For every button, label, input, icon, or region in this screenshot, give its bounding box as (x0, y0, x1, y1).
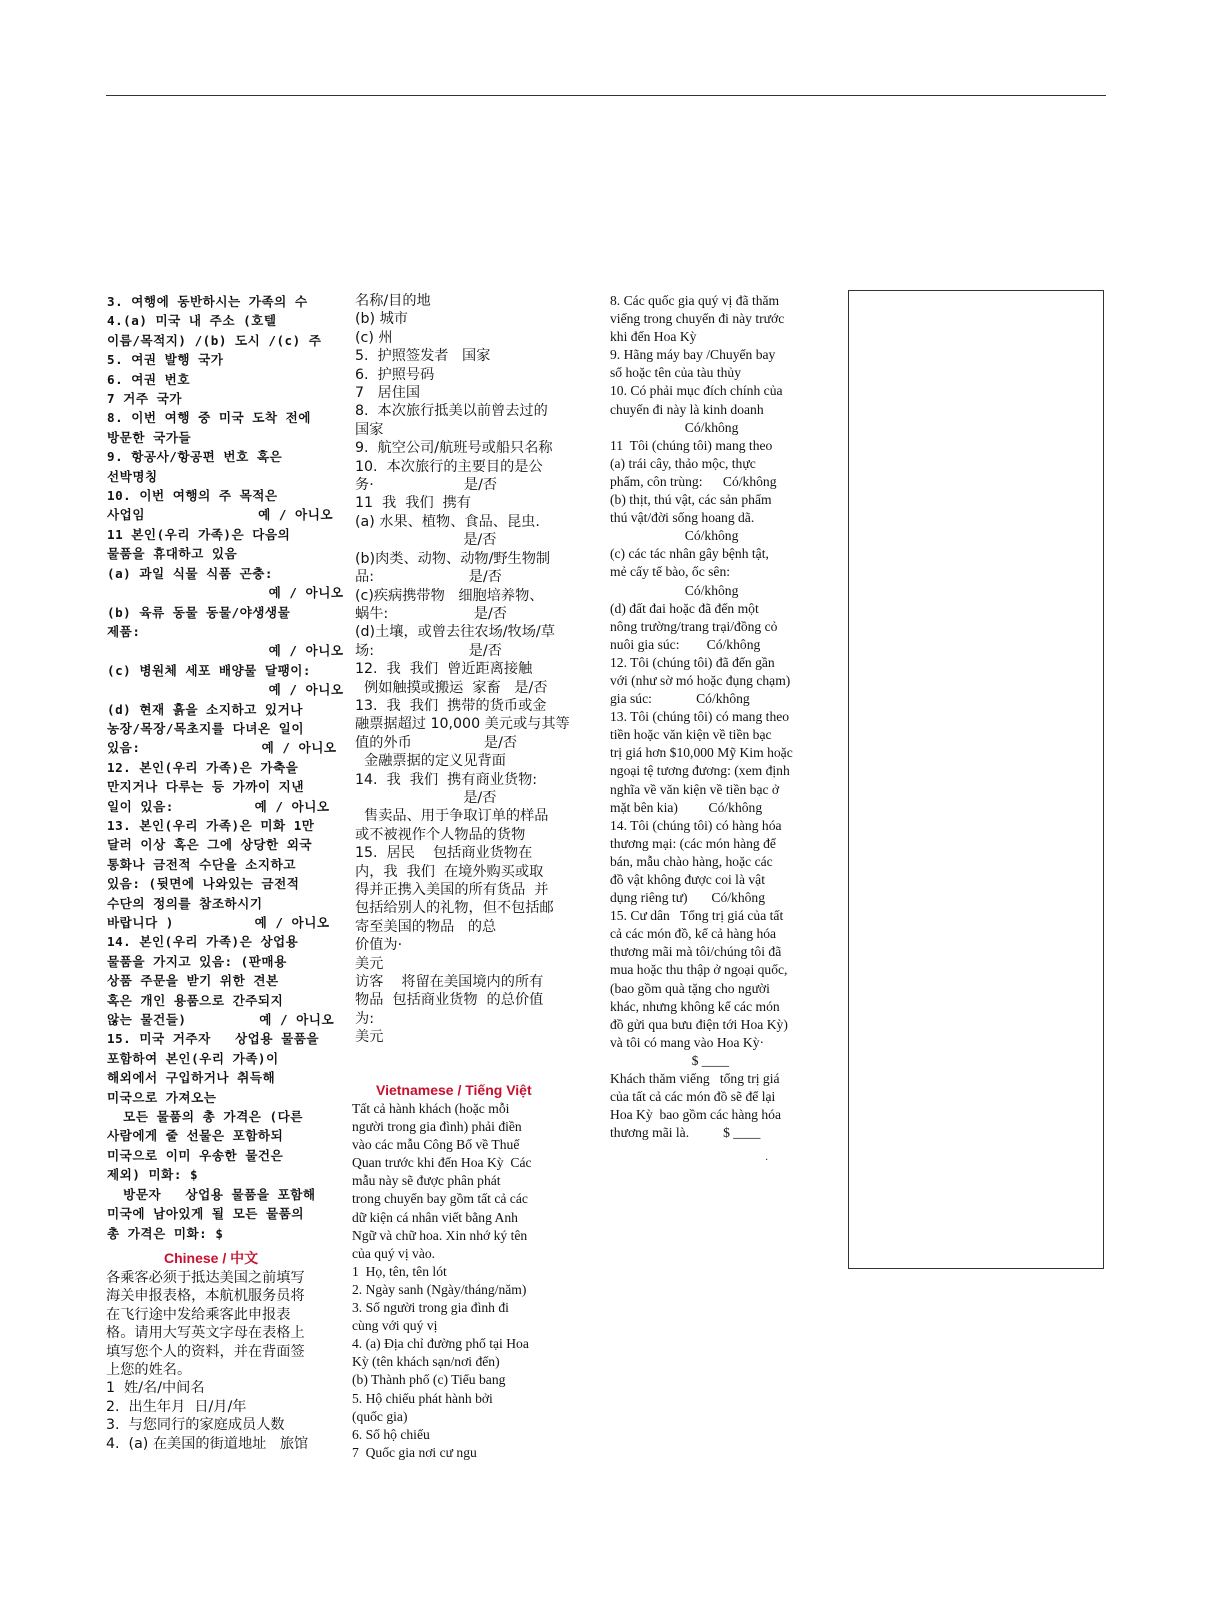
text-line: 혹은 개인 용품으로 간주되지 (107, 992, 284, 1008)
text-line: 海关申报表格，本航机服务员将 (106, 1288, 305, 1305)
text-line: 제외) 미화: $ (107, 1167, 199, 1183)
text-line: Hoa Kỳ bao gồm các hàng hóa (610, 1107, 781, 1123)
text-line: Kỳ (tên khách sạn/nơi đến) (352, 1354, 500, 1370)
text-line: 7 居住国 (355, 385, 421, 402)
text-line: Có/không (610, 419, 739, 435)
text-line: ngoại tệ tương đương: (xem định (610, 763, 790, 779)
text-line: dữ kiện cá nhân viết bằng Anh (352, 1209, 518, 1225)
text-line: gia súc: Có/không (610, 691, 750, 707)
text-line: và tôi có mang vào Hoa Kỳ· (610, 1034, 765, 1050)
text-line: 3. Số người trong gia đình đi (352, 1300, 509, 1316)
text-line: 2. 出生年月 日/月/年 (106, 1398, 247, 1415)
text-line: khi đến Hoa Kỳ (610, 329, 697, 345)
text-line: 있음: (뒷면에 나와있는 금전적 (107, 876, 300, 892)
text-line: 13. Tôi (chúng tôi) có mang theo (610, 709, 790, 725)
text-line: 4.(a) 미국 내 주소 (호텔 (107, 313, 277, 329)
text-line: 各乘客必须于抵达美国之前填写 (106, 1270, 305, 1286)
text-line: 12. 我 我们 曾近距离接触 (355, 661, 533, 678)
text-line: phẩm, côn trùng: Có/không (610, 473, 777, 489)
text-line: (a) 水果、植物、食品、昆虫. (355, 513, 540, 530)
text-line: 예 / 아니오 (107, 682, 344, 698)
text-line: 为: (355, 1010, 374, 1027)
text-line: 예 / 아니오 (107, 585, 344, 601)
text-line: (bao gồm quà tặng cho người (610, 980, 770, 996)
text-line: trị giá hơn $10,000 Mỹ Kim hoặc (610, 745, 793, 761)
text-line: 4. (a) Địa chỉ đường phố tại Hoa (352, 1336, 529, 1352)
text-line: 值的外币 是/否 (355, 734, 518, 751)
text-line: dụng riêng tư) Có/không (610, 890, 766, 906)
text-line: 9. 항공사/항공편 번호 혹은 (107, 449, 283, 465)
text-line: (c) 州 (355, 329, 393, 346)
text-line: cả các món đồ, kể cả hàng hóa (610, 926, 777, 942)
text-line: (quốc gia) (352, 1408, 408, 1424)
text-line: 15. 미국 거주자 상업용 물품을 (107, 1031, 320, 1047)
text-line: (c)疾病携带物 细胞培养物、 (355, 587, 544, 604)
text-line: 品: 是/否 (355, 569, 502, 586)
text-line: người trong gia đình) phải điền (352, 1119, 522, 1135)
text-line: 寄至美国的物品 的总 (355, 918, 497, 935)
text-line: 미국으로 가져오는 (107, 1089, 217, 1105)
korean-column (107, 292, 344, 1243)
text-line: vào các mẫu Công Bố về Thuế (352, 1137, 520, 1153)
text-line: 11 본인(우리 가족)은 다음의 (107, 526, 291, 542)
text-line: 물품을 휴대하고 있음 (107, 546, 238, 562)
text-line: 场: 是/否 (355, 642, 502, 659)
text-line: đồ gửi qua bưu điện tới Hoa Kỳ) (610, 1016, 788, 1032)
text-line: 蜗牛: 是/否 (355, 605, 507, 622)
text-line: (a) 과일 식물 식품 곤충: (107, 565, 273, 581)
text-line: Quan trước khi đến Hoa Kỳ Các (352, 1155, 532, 1171)
text-line: $ ____ (610, 1052, 729, 1068)
text-line: (d) 현재 흙을 소지하고 있거나 (107, 701, 303, 717)
text-line: 일이 있음: 예 / 아니오 (107, 798, 330, 814)
text-line: 않는 물건들) 예 / 아니오 (107, 1012, 335, 1028)
text-line: 사업임 예 / 아니오 (107, 507, 334, 523)
text-line: 선박명칭 (107, 468, 158, 484)
text-line: 务· 是/否 (355, 477, 498, 494)
vietnamese-column-1 (352, 1100, 570, 1462)
text-line: 8. 本次旅行抵美以前曾去过的 (355, 403, 548, 420)
text-line: 13. 我 我们 携带的货币或金 (355, 697, 547, 714)
text-line: 9. Hãng máy bay /Chuyến bay (610, 347, 776, 363)
text-line: 수단의 정의를 참조하시기 (107, 895, 263, 911)
text-line: của quý vị vào. (352, 1245, 436, 1261)
text-line: Tất cả hành khách (hoặc mỗi (352, 1101, 510, 1116)
text-line: 12. Tôi (chúng tôi) đã đến gần (610, 654, 775, 670)
text-line: đồ vật không được coi là vật (610, 872, 765, 887)
text-line: 14. 我 我们 携有商业货物: (355, 771, 538, 788)
text-line: 名称/目的地 (355, 293, 431, 309)
text-line: 1 姓/名/中间名 (106, 1380, 205, 1397)
text-line: 15. Cư dân Tổng trị giá của tất (610, 908, 784, 924)
text-line: 格。请用大写英文字母在表格上 (106, 1325, 305, 1342)
text-line: bán, mẫu chào hàng, hoặc các (610, 853, 773, 869)
text-line: 4. (a) 在美国的街道地址 旅馆 (106, 1435, 309, 1452)
text-line: 是/否 (355, 532, 497, 549)
text-line: 통화나 금전적 수단을 소지하고 (107, 856, 296, 872)
text-line: 3. 여행에 동반하시는 가족의 수 (107, 294, 308, 309)
text-line: (b) thịt, thú vật, các sản phẩm (610, 492, 772, 508)
text-line: 10. Có phải mục đích chính của (610, 383, 783, 399)
text-line: mẫu này sẽ được phân phát (352, 1173, 501, 1189)
empty-box (848, 290, 1104, 1269)
text-line: (d) đất đai hoặc đã đến một (610, 600, 759, 616)
text-line: 10. 本次旅行的主要目的是公 (355, 458, 543, 475)
text-line: (a) trái cây, thảo mộc, thực (610, 455, 756, 471)
text-line: 8. 이번 여행 중 미국 도착 전에 (107, 410, 311, 426)
text-line: tiền hoặc văn kiện về tiền bạc (610, 727, 772, 743)
text-line: số hoặc tên của tàu thủy (610, 365, 741, 381)
text-line: 金融票据的定义见背面 (355, 753, 506, 770)
text-line: 5. 여권 발행 국가 (107, 352, 224, 368)
text-line: chuyến đi này là kinh doanh (610, 401, 764, 417)
stray-mark: · (765, 1155, 769, 1166)
text-line: mua hoặc thu thập ở ngoại quốc, (610, 962, 788, 978)
text-line: 内，我 我们 在境外购买或取 (355, 863, 544, 880)
text-line: nuôi gia súc: Có/không (610, 636, 761, 652)
text-line: 예 / 아니오 (107, 643, 344, 659)
chinese-heading: Chinese / 中文 (164, 1250, 259, 1266)
text-line: 得并正携入美国的所有货品 并 (355, 882, 549, 898)
text-line: 14. 본인(우리 가족)은 상업용 (107, 934, 299, 950)
text-line: (b) 城市 (355, 311, 408, 328)
text-line: Ngữ và chữ hoa. Xin nhớ ký tên (352, 1227, 528, 1243)
text-line: 访客 将留在美国境内的所有 (355, 974, 544, 991)
text-line: 或不被视作个人物品的货物 (355, 826, 526, 843)
text-line: 사람에게 줄 선물은 포함하되 (107, 1128, 284, 1144)
text-line: (c) các tác nhân gây bệnh tật, (610, 546, 769, 562)
text-line: 방문한 국가들 (107, 429, 192, 445)
text-line: 3. 与您同行的家庭成员人数 (106, 1417, 285, 1434)
text-line: 1 Họ, tên, tên lót (352, 1263, 447, 1279)
text-line: 6. 여권 번호 (107, 371, 190, 387)
text-line: (c) 병원체 세포 배양물 달팽이: (107, 662, 311, 678)
text-line: Có/không (610, 528, 739, 544)
text-line: 모든 물품의 총 가격은 (다른 (107, 1109, 303, 1125)
text-line: 총 가격은 미화: $ (107, 1225, 224, 1241)
text-line: 미국으로 이미 우송한 물건은 (107, 1147, 284, 1163)
text-line: nông trường/trang trại/đồng cỏ (610, 618, 778, 634)
text-line: 방문자 상업용 물품을 포함해 (107, 1186, 316, 1202)
text-line: 融票据超过 10,000 美元或与其等 (355, 716, 570, 733)
text-line: thú vật/đời sống hoang dã. (610, 510, 755, 526)
text-line: 있음: 예 / 아니오 (107, 740, 337, 756)
text-line: (d)土壤，或曾去往农场/牧场/草 (355, 624, 555, 641)
text-line: mẻ cấy tế bào, ốc sên: (610, 564, 731, 580)
text-line: 国家 (355, 421, 384, 438)
text-line: trong chuyến bay gồm tất cả các (352, 1191, 528, 1207)
text-line: 만지거나 다루는 등 가까이 지낸 (107, 779, 304, 795)
text-line: 14. Tôi (chúng tôi) có hàng hóa (610, 817, 782, 833)
text-line: 포함하여 본인(우리 가족)이 (107, 1050, 279, 1066)
header-rule (106, 95, 1106, 96)
text-line: 售卖品、用于争取订单的样品 (355, 808, 549, 825)
vietnamese-column-2 (610, 292, 822, 1142)
text-line: 6. Số hộ chiếu (352, 1426, 430, 1442)
text-line: 11 我 我们 携有 (355, 495, 472, 512)
text-line: nghĩa về văn kiện về tiền bạc ở (610, 781, 780, 797)
text-line: (b)肉类、动物、动物/野生物制 (355, 550, 551, 567)
text-line: 美元 (355, 1029, 384, 1046)
text-line: 6. 护照号码 (355, 366, 435, 383)
text-line: 13. 본인(우리 가족)은 미화 1만 (107, 817, 315, 833)
text-line: 美元 (355, 955, 384, 972)
text-line: khác, nhưng không kể các món (610, 998, 780, 1014)
text-line: của tất cả các món đồ sẽ để lại (610, 1089, 776, 1105)
text-line: viếng trong chuyến đi này trước (610, 311, 785, 327)
text-line: 8. Các quốc gia quý vị đã thăm (610, 293, 780, 308)
text-line: mặt bên kia) Có/không (610, 799, 763, 815)
text-line: Khách thăm viếng tổng trị giá (610, 1071, 780, 1087)
text-line: 例如触摸或搬运 家畜 是/否 (355, 679, 548, 696)
text-line: 5. Hộ chiếu phát hành bởi (352, 1390, 493, 1406)
text-line: 7 Quốc gia nơi cư ngu (352, 1444, 477, 1460)
text-line: 9. 航空公司/航班号或船只名称 (355, 440, 553, 457)
text-line: 10. 이번 여행의 주 목적은 (107, 488, 278, 504)
text-line: 是/否 (355, 789, 497, 806)
text-line: (b) 육류 동물 동물/야생생물 (107, 604, 291, 620)
text-line: 제품: (107, 623, 141, 639)
text-line: thương mãi là. $ ____ (610, 1125, 761, 1141)
text-line: 해외에서 구입하거나 취득해 (107, 1070, 276, 1086)
text-line: với (như sờ mó hoặc đụng chạm) (610, 672, 791, 688)
text-line: 상품 주문을 받기 위한 견본 (107, 973, 279, 989)
text-line: 이름/목적지) /(b) 도시 /(c) 주 (107, 332, 322, 348)
text-line: 물품을 가지고 있음: (판매용 (107, 953, 287, 969)
text-line: 填写您个人的资料，并在背面签 (106, 1343, 305, 1360)
text-line: 11 Tôi (chúng tôi) mang theo (610, 437, 773, 453)
text-line: 농장/목장/목초지를 다녀온 일이 (107, 720, 304, 736)
vietnamese-heading: Vietnamese / Tiếng Việt (376, 1082, 532, 1098)
text-line: 上您的姓名。 (106, 1362, 192, 1379)
chinese-intro (106, 1269, 334, 1453)
text-line: 12. 본인(우리 가족)은 가축을 (107, 759, 299, 775)
text-line: thương mãi mà tôi/chúng tôi đã (610, 944, 782, 960)
text-line: 在飞行途中发给乘客此申报表 (106, 1306, 291, 1323)
text-line: 바랍니다 ) 예 / 아니오 (107, 915, 330, 930)
text-line: 包括给别人的礼物，但不包括邮 (355, 900, 554, 917)
text-line: 5. 护照签发者 国家 (355, 348, 491, 365)
text-line: 미국에 남아있게 될 모든 물품의 (107, 1206, 304, 1222)
text-line: thương mại: (các món hàng để (610, 835, 776, 851)
text-line: cùng với quý vị (352, 1318, 438, 1334)
text-line: 价值为· (355, 937, 403, 954)
text-line: Có/không (610, 582, 739, 598)
chinese-column (355, 292, 583, 1047)
text-line: 15. 居民 包括商业货物在 (355, 845, 533, 862)
text-line: (b) Thành phố (c) Tiểu bang (352, 1372, 506, 1388)
text-line: 2. Ngày sanh (Ngày/tháng/năm) (352, 1281, 527, 1297)
text-line: 7 거주 국가 (107, 391, 182, 407)
text-line: 物品 包括商业货物 的总价值 (355, 992, 544, 1009)
text-line: 달러 이상 혹은 그에 상당한 외국 (107, 837, 313, 853)
